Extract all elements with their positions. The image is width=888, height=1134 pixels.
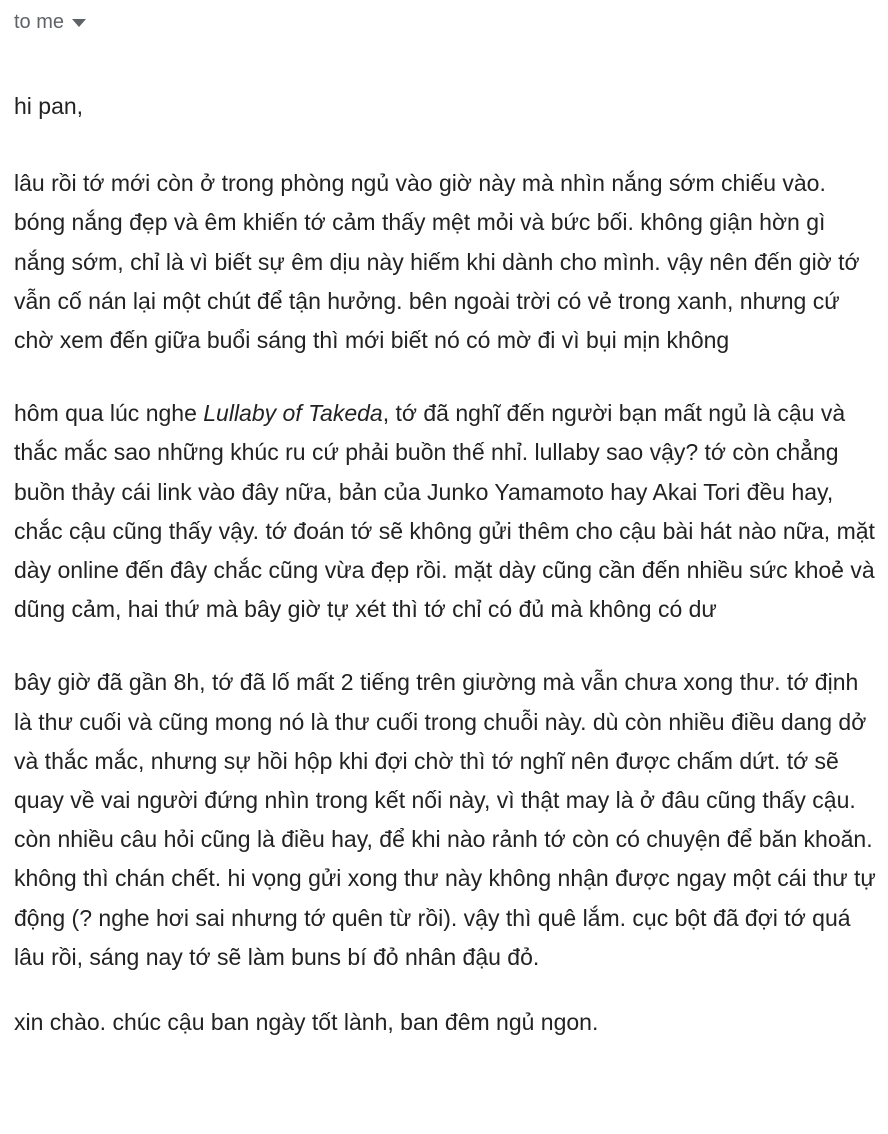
paragraph-text: hôm qua lúc nghe [14,400,204,427]
song-title: Lullaby of Takeda [203,400,383,427]
chevron-down-icon[interactable] [72,19,86,27]
recipient-label: to me [14,11,65,33]
email-paragraph [14,394,878,629]
greeting: hi pan, [14,93,84,119]
recipient-details-toggle[interactable] [14,8,86,36]
paragraph-text: , tớ đã nghĩ đến người bạn mất ngủ là cậu và thắc mắc sao những khúc ru cứ phải buồn thế nhỉ. lullaby sao vậy? tớ còn chẳng buồn thảy cái link vào đây nữa, bản của Junko Yamamoto hay Akai Tori đều hay, chắc cậu cũng thấy vậy. tớ đoán tớ sẽ không gửi thêm cho cậu bài hát nào nữa, mặt dày online đến đây chắc cũng vừa đẹp rồi. mặt dày cũng cần đến nhiều sức khoẻ và dũng cảm, hai thứ mà bây giờ tự xét thì tớ chỉ có đủ mà không có dư [14,400,875,623]
closing-line: xin chào. chúc cậu ban ngày tốt lành, ban đêm ngủ ngon. [14,1009,599,1036]
email-paragraph: bây giờ đã gần 8h, tớ đã lố mất 2 tiếng trên giường mà vẫn chưa xong thư. tớ định là thư cuối và cũng mong nó là thư cuối trong chuỗi này. dù còn nhiều điều dang dở và thắc mắc, nhưng sự hồi hộp khi đợi chờ thì tớ nghĩ nên được chấm dứt. tớ sẽ quay về vai người đứng nhìn trong kết nối này, vì thật may là ở đâu cũng thấy cậu. còn nhiều câu hỏi cũng là điều hay, để khi nào rảnh tớ còn có chuyện để băn khoăn. không thì chán chết. hi vọng gửi xong thư này không nhận được ngay một cái thư tự động (? nghe hơi sai nhưng tớ quên từ rồi). vậy thì quê lắm. cục bột đã đợi tớ quá lâu rồi, sáng nay tớ sẽ làm buns bí đỏ nhân đậu đỏ. [14,669,876,970]
email-paragraph: lâu rồi tớ mới còn ở trong phòng ngủ vào giờ này mà nhìn nắng sớm chiếu vào. bóng nắng đẹp và êm khiến tớ cảm thấy mệt mỏi và bức bối. không giận hờn gì nắng sớm, chỉ là vì biết sự êm dịu này hiếm khi dành cho mình. vậy nên đến giờ tớ vẫn cố nán lại một chút để tận hưởng. bên ngoài trời có vẻ trong xanh, nhưng cứ chờ xem đến giữa buổi sáng thì mới biết nó có mờ đi vì bụi mịn không [14,170,860,354]
email-body [14,87,878,1042]
